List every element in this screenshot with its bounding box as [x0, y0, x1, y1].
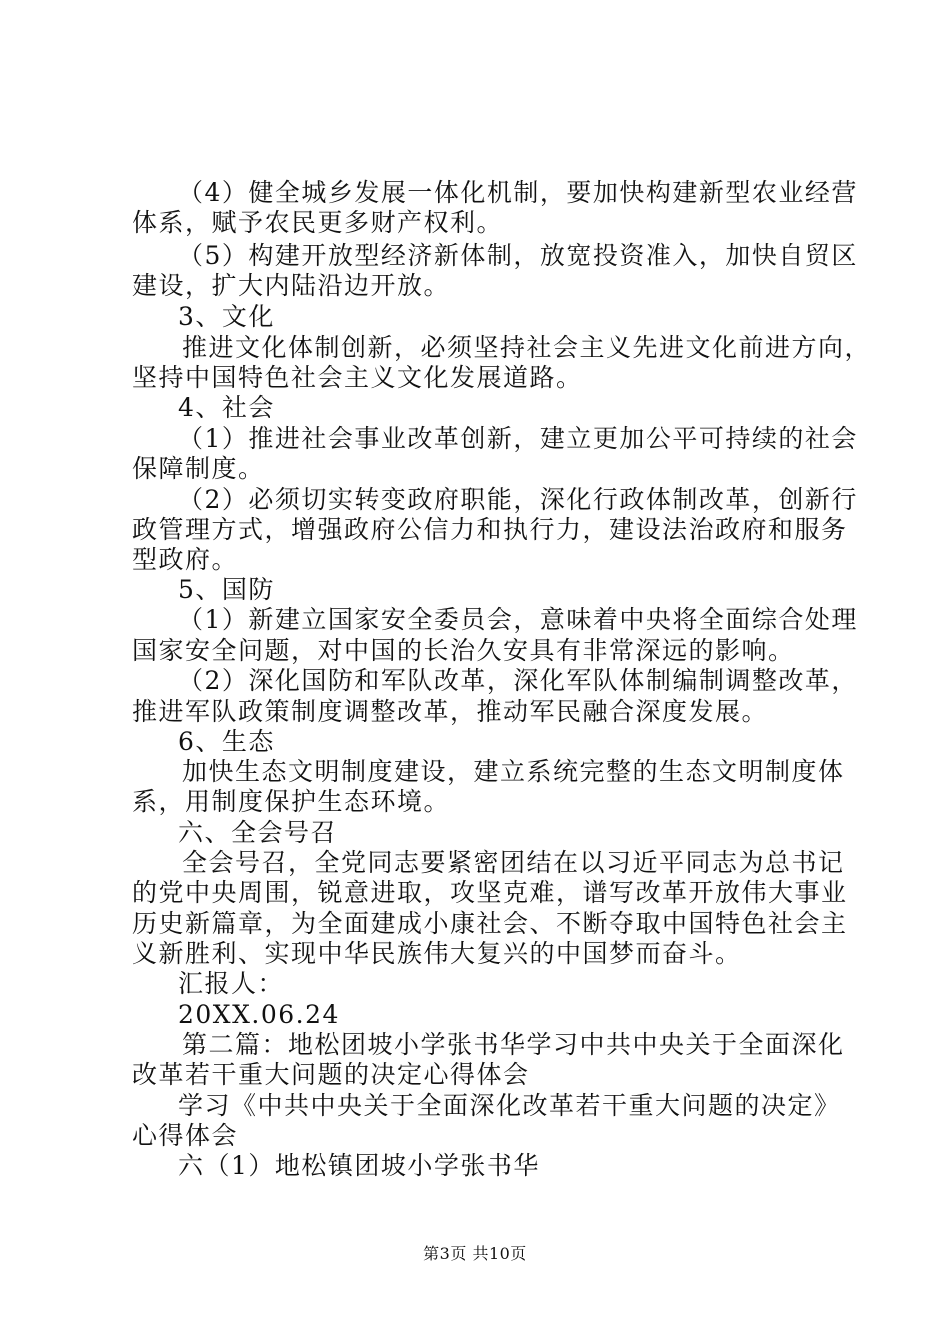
- text-line: 第二篇：地松团坡小学张书华学习中共中央关于全面深化: [182, 1030, 845, 1059]
- text-line: （2）深化国防和军队改革，深化军队体制编制调整改革，: [178, 666, 858, 695]
- section-heading: 3、文化: [178, 302, 275, 331]
- text-line: （4）健全城乡发展一体化机制，要加快构建新型农业经营: [178, 178, 858, 207]
- section-heading: 5、国防: [178, 575, 275, 604]
- report-date: 20XX.06.24: [178, 1000, 340, 1029]
- text-line: （1）推进社会事业改革创新，建立更加公平可持续的社会: [178, 424, 858, 453]
- text-line: 全会号召，全党同志要紧密团结在以习近平同志为总书记: [182, 848, 845, 877]
- text-line: 保障制度。: [132, 454, 265, 483]
- text-line: （5）构建开放型经济新体制，放宽投资准入，加快自贸区: [178, 241, 858, 270]
- text-line: （1）新建立国家安全委员会，意味着中央将全面综合处理: [178, 605, 858, 634]
- section-heading: 4、社会: [178, 393, 275, 422]
- text-line: 改革若干重大问题的决定心得体会: [132, 1060, 530, 1089]
- text-line: 型政府。: [132, 545, 239, 574]
- text-line: 推进军队政策制度调整改革，推动军民融合深度发展。: [132, 697, 769, 726]
- text-line: 国家安全问题，对中国的长治久安具有非常深远的影响。: [132, 636, 795, 665]
- text-line: 建设，扩大内陆沿边开放。: [132, 271, 451, 300]
- text-line: 义新胜利、实现中华民族伟大复兴的中国梦而奋斗。: [132, 939, 742, 968]
- text-line: 体系，赋予农民更多财产权利。: [132, 208, 504, 237]
- section-heading: 六、全会号召: [178, 818, 338, 847]
- text-line: 推进文化体制创新，必须坚持社会主义先进文化前进方向，: [182, 333, 872, 362]
- text-line: 学习《中共中央关于全面深化改革若干重大问题的决定》: [178, 1091, 841, 1120]
- text-line: 的党中央周围，锐意进取，攻坚克难，谱写改革开放伟大事业: [132, 878, 848, 907]
- section-heading: 6、生态: [178, 727, 275, 756]
- text-line: 坚持中国特色社会主义文化发展道路。: [132, 363, 583, 392]
- text-line: 政管理方式，增强政府公信力和执行力，建设法治政府和服务: [132, 515, 848, 544]
- text-line: 历史新篇章，为全面建成小康社会、不断夺取中国特色社会主: [132, 909, 848, 938]
- text-line: 系，用制度保护生态环境。: [132, 787, 451, 816]
- text-line: （2）必须切实转变政府职能，深化行政体制改革，创新行: [178, 485, 858, 514]
- author-line: 六（1）地松镇团坡小学张书华: [178, 1151, 540, 1180]
- text-line: 加快生态文明制度建设，建立系统完整的生态文明制度体: [182, 757, 845, 786]
- text-line: 心得体会: [132, 1121, 239, 1150]
- page-footer: 第3页 共10页: [423, 1244, 527, 1263]
- reporter-label: 汇报人：: [178, 969, 285, 998]
